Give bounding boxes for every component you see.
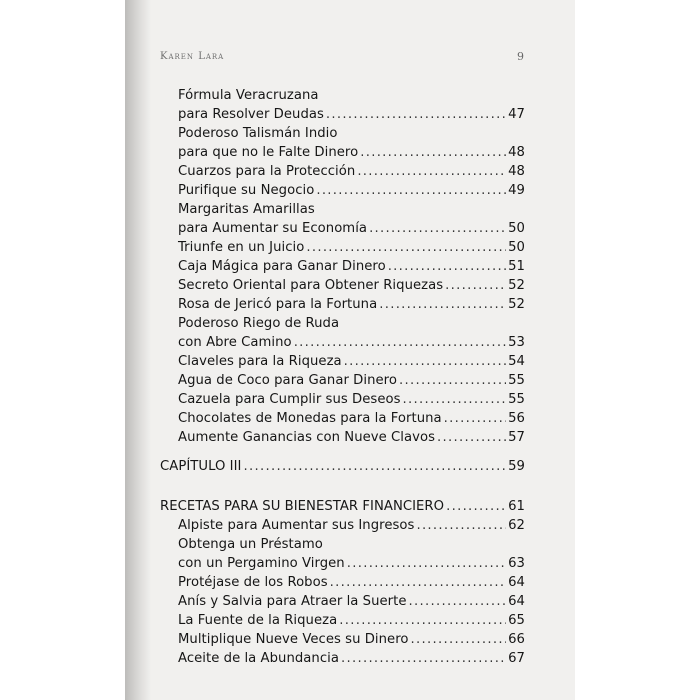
toc-entry-title: para Resolver Deudas <box>178 107 324 122</box>
toc-entry-title: Anís y Salvia para Atraer la Suerte <box>178 594 407 609</box>
dot-leader <box>244 458 507 476</box>
toc-entry-page: 50 <box>508 240 525 255</box>
toc-entry-page: 50 <box>508 221 525 236</box>
dot-leader <box>437 429 506 447</box>
dot-leader <box>369 220 506 238</box>
toc-entry-title: para Aumentar su Economía <box>178 221 368 236</box>
toc-entry <box>178 650 525 668</box>
toc-entry-title: Triunfe en un Juicio <box>178 240 305 255</box>
toc-entry-title: para que no le Falte Dinero <box>178 145 359 160</box>
toc-entry <box>178 410 525 428</box>
dot-leader <box>357 163 506 181</box>
dot-leader <box>379 296 506 314</box>
toc-entry-page: 67 <box>508 651 525 666</box>
toc-entry <box>178 334 525 352</box>
toc-entry-title: RECETAS PARA SU BIENESTAR FINANCIERO <box>160 499 445 514</box>
toc-entry-title: Obtenga un Préstamo <box>178 537 323 552</box>
toc-entry-page: 66 <box>508 632 525 647</box>
toc-entry <box>178 593 525 611</box>
toc-entry-title: Fórmula Veracruzana <box>178 88 319 103</box>
dot-leader <box>445 277 506 295</box>
toc-entry <box>178 612 525 630</box>
toc-entry <box>178 87 319 105</box>
toc-entry <box>178 429 525 447</box>
dot-leader <box>409 593 507 611</box>
toc-entry <box>160 458 525 476</box>
toc-entry-page: 59 <box>508 459 525 474</box>
toc-entry-page: 49 <box>508 183 525 198</box>
toc-entry-title: con un Pergamino Virgen <box>178 556 345 571</box>
toc-entry <box>178 258 525 276</box>
toc-entry <box>178 555 525 573</box>
dot-leader <box>344 353 506 371</box>
toc-entry-title: Poderoso Talismán Indio <box>178 126 338 141</box>
toc-entry <box>178 106 525 124</box>
dot-leader <box>360 144 506 162</box>
toc-entry <box>178 536 323 554</box>
dot-leader <box>306 239 506 257</box>
dot-leader <box>339 612 506 630</box>
dot-leader <box>294 334 506 352</box>
toc-entry-title: Cazuela para Cumplir sus Deseos <box>178 392 401 407</box>
toc-entry-page: 52 <box>508 278 525 293</box>
toc-entry <box>178 296 525 314</box>
toc-entry <box>178 315 339 333</box>
toc-entry <box>178 144 525 162</box>
toc-entry-page: 57 <box>508 430 525 445</box>
toc-entry-title: Claveles para la Riqueza <box>178 354 342 369</box>
toc-entry <box>178 391 525 409</box>
toc-entry-title: Aumente Ganancias con Nueve Clavos <box>178 430 436 445</box>
toc-entry <box>178 220 525 238</box>
toc-entry <box>178 353 525 371</box>
toc-entry-title: Alpiste para Aumentar sus Ingresos <box>178 518 415 533</box>
toc-entry <box>178 372 525 390</box>
toc-entry-page: 48 <box>508 164 525 179</box>
dot-leader <box>316 182 506 200</box>
dot-leader <box>446 498 506 516</box>
toc-entry-title: Aceite de la Abundancia <box>178 651 339 666</box>
dot-leader <box>326 106 506 124</box>
dot-leader <box>411 631 507 649</box>
toc-entry-page: 62 <box>508 518 525 533</box>
toc-entry-page: 52 <box>508 297 525 312</box>
toc-entry-page: 48 <box>508 145 525 160</box>
toc-entry <box>178 125 338 143</box>
toc-entry <box>178 182 525 200</box>
toc-entry-title: Cuarzos para la Protección <box>178 164 356 179</box>
dot-leader <box>416 517 506 535</box>
toc-entry <box>178 163 525 181</box>
running-head-author: Karen Lara <box>160 51 225 62</box>
dot-leader <box>330 574 506 592</box>
toc-entry <box>160 498 525 516</box>
toc-entry-title: Protéjase de los Robos <box>178 575 328 590</box>
toc-entry-page: 47 <box>508 107 525 122</box>
toc-entry-page: 51 <box>508 259 525 274</box>
toc-entry-page: 64 <box>508 594 525 609</box>
dot-leader <box>347 555 506 573</box>
toc-entry-title: Secreto Oriental para Obtener Riquezas <box>178 278 444 293</box>
dot-leader <box>341 650 506 668</box>
toc-entry-page: 64 <box>508 575 525 590</box>
toc-entry-page: 55 <box>508 373 525 388</box>
toc-entry <box>178 631 525 649</box>
toc-entry-title: Caja Mágica para Ganar Dinero <box>178 259 386 274</box>
toc-entry <box>178 574 525 592</box>
toc-entry-title: con Abre Camino <box>178 335 292 350</box>
toc-entry-page: 54 <box>508 354 525 369</box>
toc-entry-title: Rosa de Jericó para la Fortuna <box>178 297 378 312</box>
toc-entry-title: Purifique su Negocio <box>178 183 315 198</box>
toc-entry-title: Margaritas Amarillas <box>178 202 315 217</box>
dot-leader <box>444 410 506 428</box>
toc-entry-title: Chocolates de Monedas para la Fortuna <box>178 411 442 426</box>
toc-entry-title: CAPÍTULO III <box>160 459 242 474</box>
toc-entry-title: Multiplique Nueve Veces su Dinero <box>178 632 409 647</box>
toc-entry <box>178 239 525 257</box>
toc-entry-title: Agua de Coco para Ganar Dinero <box>178 373 397 388</box>
page-number: 9 <box>517 50 524 63</box>
toc-entry-page: 65 <box>508 613 525 628</box>
toc-entry <box>178 201 315 219</box>
dot-leader <box>399 372 506 390</box>
toc-entry-title: La Fuente de la Riqueza <box>178 613 338 628</box>
toc-entry-page: 55 <box>508 392 525 407</box>
toc-entry-page: 63 <box>508 556 525 571</box>
toc-entry-title: Poderoso Riego de Ruda <box>178 316 340 331</box>
dot-leader <box>388 258 506 276</box>
dot-leader <box>403 391 507 409</box>
toc-entry-page: 53 <box>508 335 525 350</box>
toc-entry-page: 56 <box>508 411 525 426</box>
page-gutter-shadow <box>125 0 151 700</box>
toc-entry <box>178 517 525 535</box>
toc-entry-page: 61 <box>508 499 525 514</box>
toc-entry <box>178 277 525 295</box>
